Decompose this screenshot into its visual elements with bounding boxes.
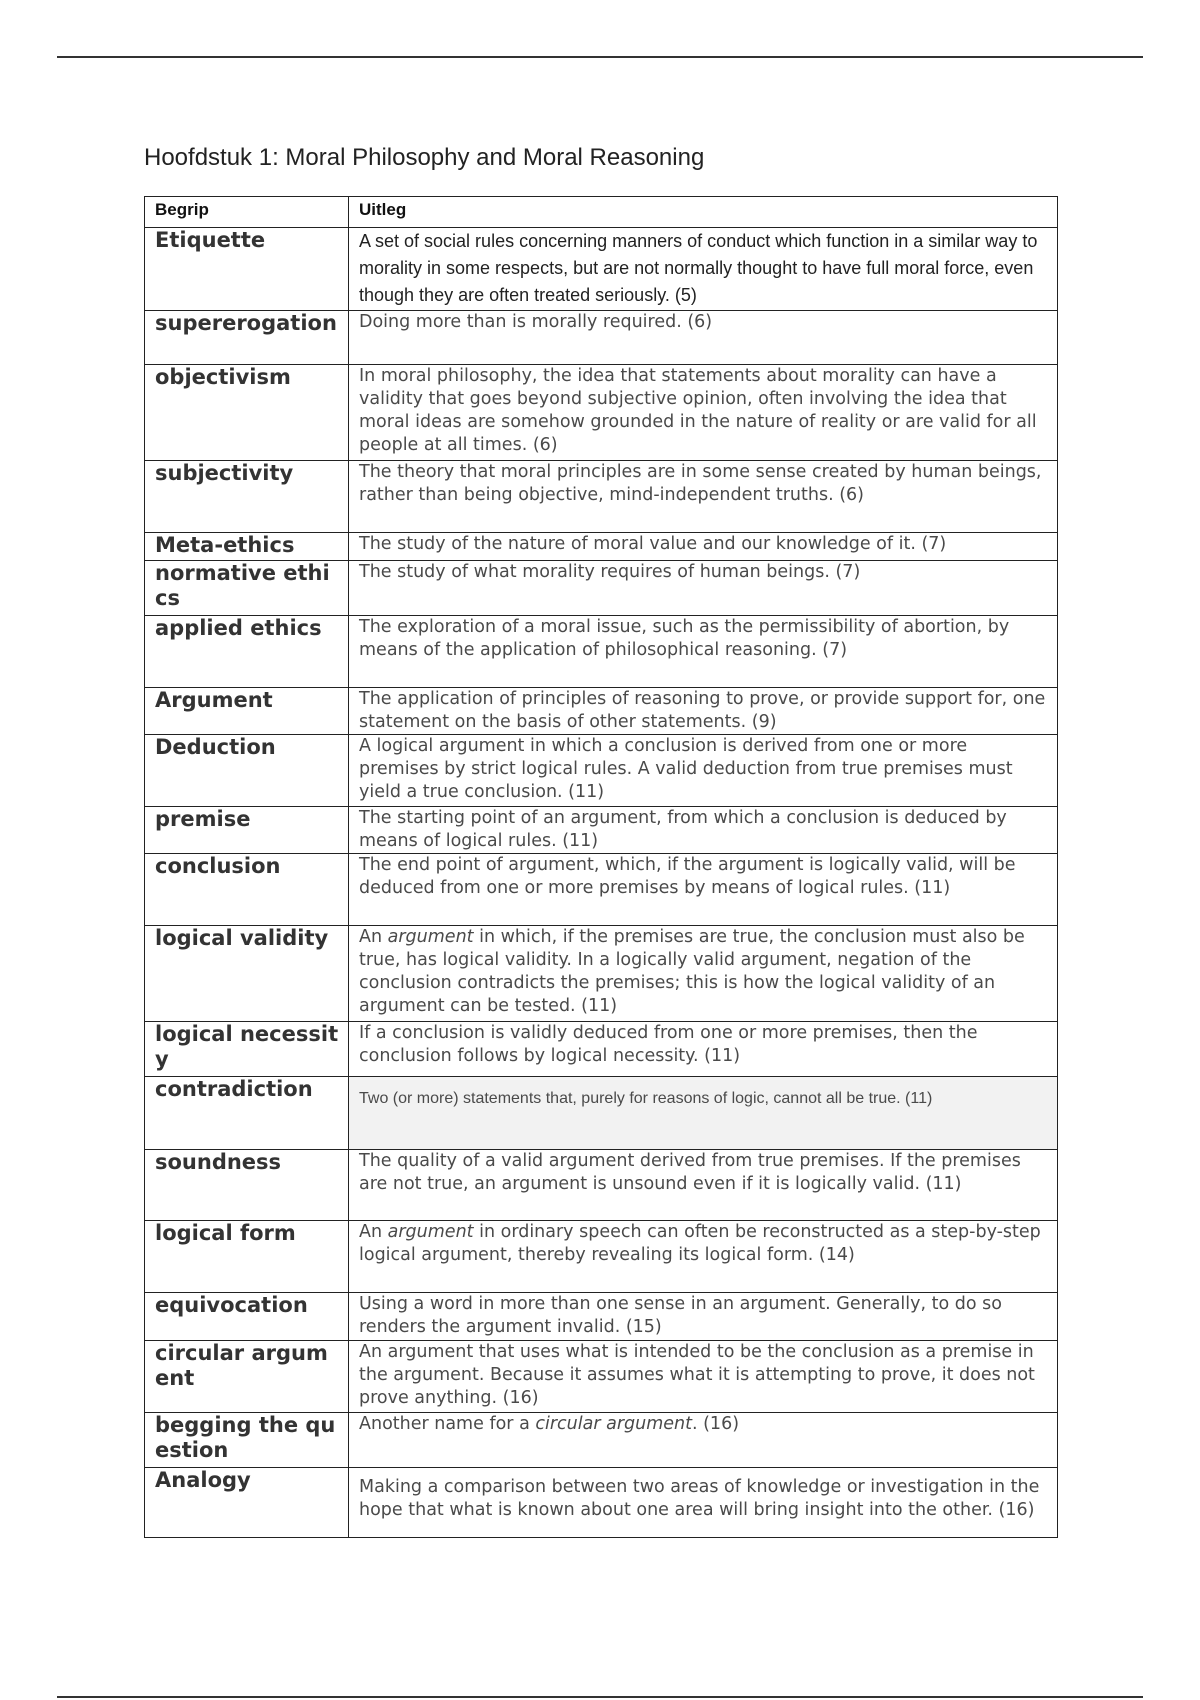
term-cell: Argument	[145, 688, 349, 735]
definition-text: . (16)	[691, 1414, 740, 1434]
footer-rule	[57, 1696, 1143, 1698]
definition-cell: The theory that moral principles are in some sense created by human beings, rather than being objective, mind-independent truths. (6)	[349, 461, 1058, 533]
term-cell: Deduction	[145, 735, 349, 807]
table-row	[145, 1022, 1058, 1077]
definition-emphasis: argument	[387, 1222, 474, 1242]
definition-cell	[349, 926, 1058, 1022]
term-cell: objectivism	[145, 365, 349, 461]
definition-cell: In moral philosophy, the idea that statements about morality can have a validity that goes beyond subjective opinion, often involving the idea that moral ideas are somehow grounded in the nature of reality or are valid for all people at all times. (6)	[349, 365, 1058, 461]
definition-text: in ordinary speech can often be reconstructed as a step-by-step logical argument, thereby revealing its logical form. (14)	[359, 1222, 1041, 1265]
table-row	[145, 1293, 1058, 1341]
table-row	[145, 311, 1058, 365]
term-cell: soundness	[145, 1150, 349, 1221]
header-definition: Uitleg	[349, 197, 1058, 228]
table-row	[145, 1341, 1058, 1413]
definition-cell: Using a word in more than one sense in an argument. Generally, to do so renders the argument invalid. (15)	[349, 1293, 1058, 1341]
term-cell: circular argument	[145, 1341, 349, 1413]
definition-cell	[349, 1413, 1058, 1468]
table-row	[145, 688, 1058, 735]
term-cell: Analogy	[145, 1468, 349, 1538]
term-cell: Etiquette	[145, 228, 349, 311]
definition-emphasis: argument	[387, 927, 474, 947]
table-row	[145, 228, 1058, 311]
definition-text: in which, if the premises are true, the conclusion must also be true, has logical validity. In a logically valid argument, negation of the conclusion contradicts the premises; this is how the logical validity of an argument can be tested. (11)	[359, 927, 1025, 1016]
table-row	[145, 1468, 1058, 1538]
definition-cell: Two (or more) statements that, purely for reasons of logic, cannot all be true. (11)	[349, 1077, 1058, 1150]
term-cell: applied ethics	[145, 616, 349, 688]
table-row	[145, 1413, 1058, 1468]
table-row	[145, 735, 1058, 807]
header-rule	[57, 56, 1143, 58]
term-cell: subjectivity	[145, 461, 349, 533]
definition-cell: The application of principles of reasoning to prove, or provide support for, one statement on the basis of other statements. (9)	[349, 688, 1058, 735]
term-cell: Meta-ethics	[145, 533, 349, 561]
definition-emphasis: circular argument	[535, 1414, 692, 1434]
term-cell: supererogation	[145, 311, 349, 365]
table-header-row	[145, 197, 1058, 228]
definition-cell: The study of what morality requires of human beings. (7)	[349, 561, 1058, 616]
header-term: Begrip	[145, 197, 349, 228]
glossary-table	[144, 196, 1058, 1538]
term-cell: premise	[145, 807, 349, 854]
definition-cell: If a conclusion is validly deduced from one or more premises, then the conclusion follows by logical necessity. (11)	[349, 1022, 1058, 1077]
definition-text: An	[359, 927, 388, 947]
table-row	[145, 1150, 1058, 1221]
definition-cell: An argument that uses what is intended to be the conclusion as a premise in the argument. Because it assumes what it is attempting to prove, it does not prove anything. (16)	[349, 1341, 1058, 1413]
term-cell: contradiction	[145, 1077, 349, 1150]
term-cell: begging the question	[145, 1413, 349, 1468]
definition-cell: The study of the nature of moral value and our knowledge of it. (7)	[349, 533, 1058, 561]
table-row	[145, 533, 1058, 561]
term-cell: logical necessity	[145, 1022, 349, 1077]
table-row	[145, 1077, 1058, 1150]
page-title: Hoofdstuk 1: Moral Philosophy and Moral Reasoning	[144, 144, 705, 171]
definition-text: An	[359, 1222, 388, 1242]
definition-cell: The quality of a valid argument derived from true premises. If the premises are not true, an argument is unsound even if it is logically valid. (11)	[349, 1150, 1058, 1221]
table-row	[145, 561, 1058, 616]
definition-cell: A logical argument in which a conclusion is derived from one or more premises by strict logical rules. A valid deduction from true premises must yield a true conclusion. (11)	[349, 735, 1058, 807]
table-row	[145, 365, 1058, 461]
term-cell: normative ethics	[145, 561, 349, 616]
definition-text: Another name for a	[359, 1414, 536, 1434]
table-row	[145, 1221, 1058, 1293]
term-cell: logical form	[145, 1221, 349, 1293]
definition-cell: Doing more than is morally required. (6)	[349, 311, 1058, 365]
table-row	[145, 926, 1058, 1022]
term-cell: logical validity	[145, 926, 349, 1022]
definition-cell	[349, 1221, 1058, 1293]
definition-cell: The starting point of an argument, from which a conclusion is deduced by means of logical rules. (11)	[349, 807, 1058, 854]
table-row	[145, 807, 1058, 854]
table-row	[145, 461, 1058, 533]
term-cell: conclusion	[145, 854, 349, 926]
definition-cell: The exploration of a moral issue, such as the permissibility of abortion, by means of the application of philosophical reasoning. (7)	[349, 616, 1058, 688]
table-row	[145, 616, 1058, 688]
table-row	[145, 854, 1058, 926]
definition-cell: A set of social rules concerning manners of conduct which function in a similar way to morality in some respects, but are not normally thought to have full moral force, even though they are often treated seriously. (5)	[349, 228, 1058, 311]
definition-cell: Making a comparison between two areas of knowledge or investigation in the hope that what is known about one area will bring insight into the other. (16)	[349, 1468, 1058, 1538]
term-cell: equivocation	[145, 1293, 349, 1341]
definition-cell: The end point of argument, which, if the argument is logically valid, will be deduced from one or more premises by means of logical rules. (11)	[349, 854, 1058, 926]
